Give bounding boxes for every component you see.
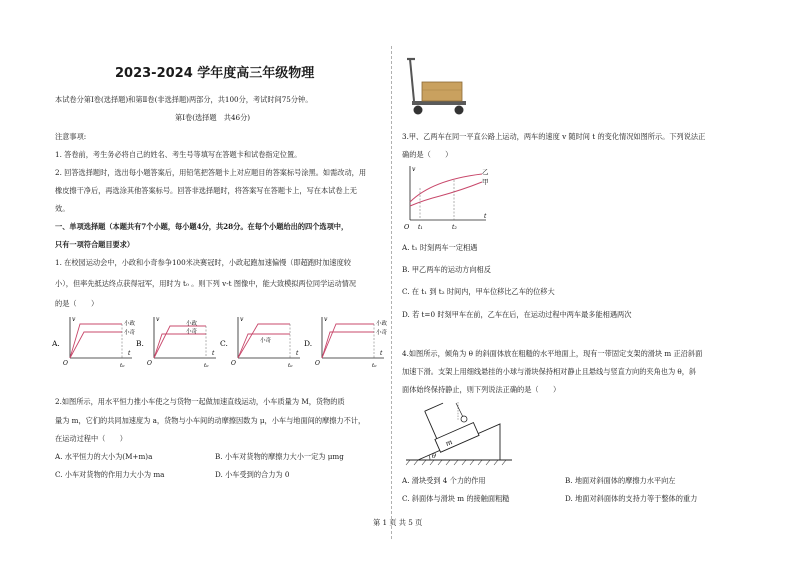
section1-line: 只有一项符合题目要求） — [55, 240, 135, 249]
note-line: 2. 回答选择题时，选出每小题答案后，用铅笔把答题卡上对应题目的答案标号涂黑。如需改动，用 — [55, 168, 367, 177]
origin-label: O — [231, 360, 236, 367]
hanging-ball — [461, 416, 467, 422]
q2-text: 2.如图所示，用水平恒力推小车使之与货物一起做加速直线运动，小车质量为 M，货物的质 — [55, 397, 345, 406]
intro-text: 本试卷分第Ⅰ卷(选择题)和第Ⅱ卷(非选择题)两部分，共100分，考试时间75分钟。 — [55, 95, 313, 104]
q1-text: 1. 在校园运动会中，小政和小奇参争100米决赛冠时，小政起跑加速偏慢（即超跑时加速度较 — [55, 258, 351, 267]
page-footer: 第 1 页 共 5 页 — [373, 518, 423, 527]
q3-option-b: B. 甲乙两车的运动方向相反 — [402, 265, 491, 274]
string — [456, 403, 463, 417]
q4-option-a: A. 滑块受到 4 个力的作用 — [402, 476, 486, 485]
curve-label: 小政 — [186, 321, 198, 327]
slider-group — [423, 395, 479, 452]
curve-label-jia: 甲 — [482, 178, 489, 186]
q4-text: 4.如图所示，倾角为 θ 的斜面体放在粗糙的水平地面上，现有一带固定支架的滑块 m 正沿斜面 — [402, 349, 703, 358]
q4-option-d: D. 地面对斜面体的支持力等于整体的重力 — [565, 494, 698, 503]
origin-label: O — [63, 360, 68, 367]
option-label: C. — [220, 339, 228, 348]
axis-label-v: v — [72, 316, 76, 323]
axis-label-v: v — [156, 316, 160, 323]
curve-label: 小奇 — [186, 329, 198, 335]
slider-mass-label: m — [444, 438, 454, 449]
t1-label: t₁ — [418, 224, 423, 231]
option-label: B. — [136, 339, 144, 348]
q3-option-a: A. t₁ 时刻两车一定相遇 — [402, 243, 478, 252]
cargo-box — [422, 82, 462, 101]
q1-text: 的是（ ） — [55, 299, 99, 308]
t0-label: t₀ — [288, 363, 293, 369]
q3-option-c: C. 在 t₁ 到 t₂ 时间内，甲车位移比乙车的位移大 — [402, 287, 555, 296]
notes-header: 注意事项: — [55, 132, 87, 141]
curve-label: 小奇 — [376, 330, 388, 336]
q4-diagram — [404, 394, 516, 468]
curve-label: 小奇 — [124, 330, 136, 336]
curve-xiaozheng — [70, 324, 122, 358]
q3-text: 确的是（ ） — [402, 150, 453, 159]
support-post — [425, 411, 437, 438]
origin-label: O — [404, 223, 410, 231]
theta-label: θ — [432, 452, 436, 460]
q4-option-c: C. 斜面体与滑块 m 的接触面粗糙 — [402, 494, 510, 503]
cart-illustration — [402, 55, 472, 117]
t0-label: t₀ — [204, 363, 209, 369]
cart-wheel — [455, 106, 464, 115]
q2-option-a: A. 水平恒力的大小为(M+m)a — [55, 452, 153, 461]
curve-xiaoqi — [154, 334, 206, 358]
option-label: A. — [52, 339, 60, 348]
axis-label-t: t — [128, 350, 131, 357]
q3-text: 3.甲、乙两车在同一平直公路上运动，两车的速度 v 随时间 t 的变化情况如图所示。下列说法正 — [402, 132, 706, 141]
axis-label-t: t — [484, 213, 487, 220]
curve-label-yi: 乙 — [482, 168, 489, 176]
axis-label-v: v — [412, 166, 416, 173]
curve-jia — [410, 182, 482, 206]
curve-label: 小奇 — [260, 338, 272, 344]
cart-wheel — [414, 106, 423, 115]
support-arm — [425, 403, 443, 411]
t0-label: t₀ — [120, 363, 125, 369]
q2-text: 量为 m，它们的共同加速度为 a，货物与小车间的动摩擦因数为 μ，小车与地面间的摩擦力不计， — [55, 416, 366, 425]
cart-platform — [412, 101, 466, 105]
q3-graph — [402, 162, 492, 234]
section1-line: 一、单项选择题（本题共有7个小题，每小题4分，共28分。在每个小题给出的四个选项中， — [55, 222, 349, 231]
q4-option-b: B. 地面对斜面体的摩擦力水平向左 — [565, 476, 676, 485]
axis-label-t: t — [212, 350, 215, 357]
cart-handle — [410, 59, 414, 101]
page-title: 2023-2024 学年度高三年级物理 — [115, 66, 315, 81]
q2-option-d: D. 小车受到的合力为 0 — [215, 470, 290, 479]
note-line: 1. 答卷前，考生务必将自己的姓名、考生号等填写在答题卡和试卷指定位置。 — [55, 150, 302, 159]
axis-label-t: t — [380, 350, 383, 357]
axis-label-v: v — [240, 316, 244, 323]
axis-label-v: v — [324, 316, 328, 323]
option-label: D. — [304, 339, 313, 348]
ground-hatch — [406, 460, 506, 465]
q1-graphs — [50, 312, 390, 374]
slider-block — [435, 423, 479, 453]
note-line: 橡皮擦干净后，再选涂其他答案标号。回答非选择题时，将答案写在答题卡上，写在本试卷上无 — [55, 186, 357, 195]
q2-option-c: C. 小车对货物的作用力大小为 ma — [55, 470, 165, 479]
q3-option-d: D. 若 t=0 时刻甲车在前，乙车在后，在运动过程中两车最多能相遇两次 — [402, 310, 632, 319]
q1-text: 小），但率先抵达终点获得冠军，用时为 t₀ 。则下列 v-t 图像中，能大致模拟两位同学运动情况 — [55, 279, 357, 288]
curve-xiaozheng — [154, 326, 206, 358]
t2-label: t₂ — [452, 224, 457, 231]
origin-label: O — [147, 360, 152, 367]
part1-header: 第Ⅰ卷(选择题 共46分) — [175, 113, 251, 122]
curve-label: 小政 — [124, 321, 136, 327]
note-line: 效。 — [55, 204, 70, 213]
q1-graph-c — [220, 316, 300, 369]
axis-label-t: t — [296, 350, 299, 357]
curve-label: 小政 — [376, 321, 388, 327]
q4-text: 面体始终保持静止，则下列说法正确的是（ ） — [402, 385, 561, 394]
curve-xiaoqi — [322, 332, 374, 358]
curve-yi — [410, 174, 482, 202]
q1-graph-d — [304, 316, 388, 369]
q2-text: 在运动过程中（ ） — [55, 434, 127, 443]
q1-graph-b — [136, 316, 216, 369]
column-divider — [391, 46, 392, 539]
t0-label: t₀ — [372, 363, 377, 369]
q2-option-b: B. 小车对货物的摩擦力大小一定为 μmg — [215, 452, 344, 461]
angle-arc — [429, 455, 430, 460]
q1-graph-a — [51, 316, 136, 369]
origin-label: O — [315, 360, 320, 367]
curve-xiaoqi — [70, 332, 122, 358]
q4-text: 加速下滑。支架上用细线悬挂的小球与滑块保持相对静止且悬线与竖直方向的夹角也为 θ，斜 — [402, 367, 697, 376]
curve-xiaozheng — [322, 324, 374, 358]
